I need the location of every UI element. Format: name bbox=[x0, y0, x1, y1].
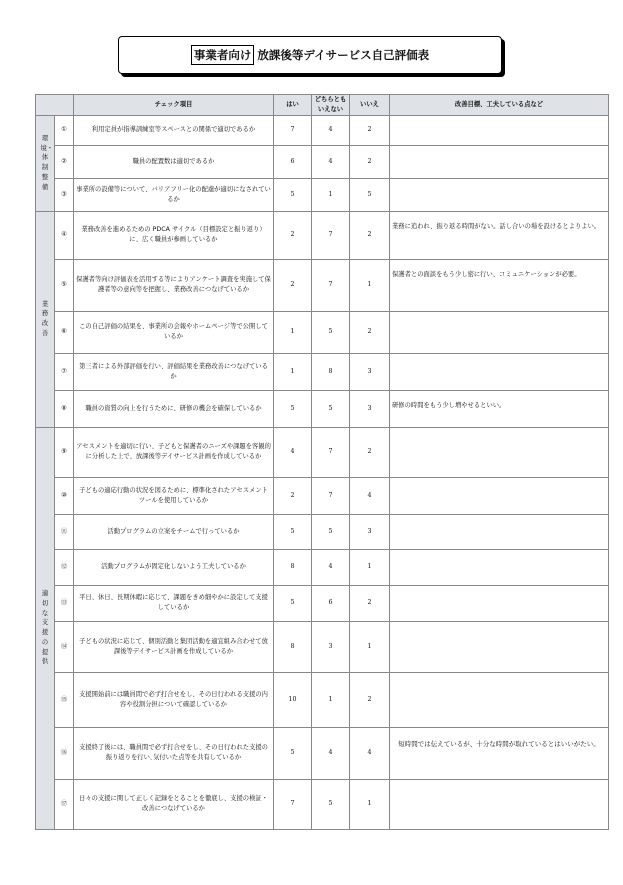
row-no: 1 bbox=[350, 621, 390, 672]
row-num: ⑦ bbox=[55, 353, 74, 390]
row-yes: 4 bbox=[274, 427, 312, 477]
row-num: ⑭ bbox=[55, 621, 74, 672]
row-no: 2 bbox=[350, 211, 390, 259]
row-neither: 6 bbox=[312, 585, 350, 621]
row-item: この自己評価の結果を、事業所の会報やホームページ等で公開しているか bbox=[74, 311, 274, 353]
table-row bbox=[36, 211, 609, 259]
row-note bbox=[390, 427, 609, 477]
row-neither: 1 bbox=[312, 178, 350, 211]
row-yes: 5 bbox=[274, 390, 312, 427]
row-num: ⑨ bbox=[55, 427, 74, 477]
table-row bbox=[36, 145, 609, 178]
row-item: 子どもの状況に応じて、個別活動と集団活動を適宜組み合わせて放課後等デイサービス計画を作成しているか bbox=[74, 621, 274, 672]
row-neither: 7 bbox=[312, 427, 350, 477]
row-note bbox=[390, 477, 609, 514]
table-row bbox=[36, 427, 609, 477]
row-item: 日々の支援に関して正しく記録をとることを徹底し、支援の検証・改善につなげているか bbox=[74, 779, 274, 829]
row-neither: 7 bbox=[312, 259, 350, 311]
header-notes: 改善目標、工夫している点など bbox=[390, 95, 609, 116]
row-yes: 8 bbox=[274, 621, 312, 672]
row-num: ⑤ bbox=[55, 259, 74, 311]
row-num: ⑪ bbox=[55, 514, 74, 549]
category-support: 適切な支援の提供 bbox=[36, 427, 55, 829]
row-note bbox=[390, 779, 609, 829]
table-row bbox=[36, 311, 609, 353]
row-item: 利用定員が指導訓練室等スペースとの関係で適切であるか bbox=[74, 115, 274, 145]
row-neither: 5 bbox=[312, 311, 350, 353]
row-note: 短時間では伝えているが、十分な時間が取れているとはいいがたい。 bbox=[390, 727, 609, 779]
row-note bbox=[390, 353, 609, 390]
row-yes: 5 bbox=[274, 514, 312, 549]
table-row bbox=[36, 353, 609, 390]
header-blank bbox=[36, 95, 74, 116]
table-row bbox=[36, 727, 609, 779]
table-row bbox=[36, 621, 609, 672]
row-note bbox=[390, 145, 609, 178]
header-yes: はい bbox=[274, 95, 312, 116]
row-item: 職員の配置数は適切であるか bbox=[74, 145, 274, 178]
row-neither: 5 bbox=[312, 390, 350, 427]
row-no: 2 bbox=[350, 585, 390, 621]
row-yes: 5 bbox=[274, 178, 312, 211]
row-item: 職員の資質の向上を行うために、研修の機会を確保しているか bbox=[74, 390, 274, 427]
row-no: 2 bbox=[350, 427, 390, 477]
evaluation-table bbox=[35, 94, 609, 830]
row-note: 研修の時間をもう少し増やせるといい。 bbox=[390, 390, 609, 427]
table-row bbox=[36, 514, 609, 549]
row-item: 事業所の設備等について、バリアフリー化の配慮が適切になされているか bbox=[74, 178, 274, 211]
row-yes: 2 bbox=[274, 477, 312, 514]
row-yes: 7 bbox=[274, 115, 312, 145]
row-item: 保護者等向け評価表を活用する等によりアンケート調査を実施して保護者等の意向等を把握し、業務改善につなげているか bbox=[74, 259, 274, 311]
category-env: 環境・体制整備 bbox=[36, 115, 55, 211]
row-num: ⑯ bbox=[55, 727, 74, 779]
title-prefix: 事業者向け bbox=[191, 45, 255, 65]
row-no: 4 bbox=[350, 477, 390, 514]
row-item: 活動プログラムの立案をチームで行っているか bbox=[74, 514, 274, 549]
table-row bbox=[36, 585, 609, 621]
row-no: 4 bbox=[350, 727, 390, 779]
table-row bbox=[36, 115, 609, 145]
document-title bbox=[118, 36, 502, 74]
row-item: 支援終了後には、職員間で必ず打合せをし、その日行われた支援の振り返りを行い､気付いた点等を共有しているか bbox=[74, 727, 274, 779]
row-num: ③ bbox=[55, 178, 74, 211]
row-num: ① bbox=[55, 115, 74, 145]
row-item: アセスメントを適切に行い、子どもと保護者のニーズや課題を客観的に分析した上で、放課後等デイサービス計画を作成しているか bbox=[74, 427, 274, 477]
row-note: 保護者との面談をもう少し密に行い、コミュニケーションが必要。 bbox=[390, 259, 609, 311]
row-no: 3 bbox=[350, 353, 390, 390]
header-row bbox=[36, 95, 609, 116]
table-row bbox=[36, 477, 609, 514]
row-yes: 5 bbox=[274, 727, 312, 779]
row-no: 2 bbox=[350, 311, 390, 353]
row-yes: 1 bbox=[274, 353, 312, 390]
row-note bbox=[390, 115, 609, 145]
row-note bbox=[390, 514, 609, 549]
row-num: ⑮ bbox=[55, 672, 74, 727]
row-item: 第三者による外部評価を行い、評価結果を業務改善につなげているか bbox=[74, 353, 274, 390]
row-no: 5 bbox=[350, 178, 390, 211]
row-num: ⑩ bbox=[55, 477, 74, 514]
table-row bbox=[36, 549, 609, 585]
table-row bbox=[36, 672, 609, 727]
row-num: ⑰ bbox=[55, 779, 74, 829]
category-biz: 業務改善 bbox=[36, 211, 55, 427]
row-neither: 3 bbox=[312, 621, 350, 672]
row-item: 平日、休日、長期休暇に応じて、課題をきめ細やかに設定して支援しているか bbox=[74, 585, 274, 621]
row-item: 活動プログラムが固定化しないよう工夫しているか bbox=[74, 549, 274, 585]
row-neither: 5 bbox=[312, 514, 350, 549]
table-row bbox=[36, 178, 609, 211]
row-note bbox=[390, 585, 609, 621]
row-neither: 5 bbox=[312, 779, 350, 829]
row-yes: 1 bbox=[274, 311, 312, 353]
row-note bbox=[390, 621, 609, 672]
row-neither: 4 bbox=[312, 549, 350, 585]
row-no: 1 bbox=[350, 549, 390, 585]
row-neither: 7 bbox=[312, 477, 350, 514]
row-note bbox=[390, 672, 609, 727]
row-item: 子どもの適応行動の状況を図るために、標準化されたアセスメントツールを使用しているか bbox=[74, 477, 274, 514]
row-yes: 10 bbox=[274, 672, 312, 727]
row-neither: 1 bbox=[312, 672, 350, 727]
row-no: 2 bbox=[350, 115, 390, 145]
row-yes: 2 bbox=[274, 211, 312, 259]
row-no: 2 bbox=[350, 672, 390, 727]
row-yes: 7 bbox=[274, 779, 312, 829]
title-main: 放課後等デイサービス自己評価表 bbox=[257, 48, 430, 62]
row-num: ② bbox=[55, 145, 74, 178]
row-num: ⑫ bbox=[55, 549, 74, 585]
row-no: 1 bbox=[350, 259, 390, 311]
row-item: 支援開始前には職員間で必ず打合せをし、その日行われる支援の内容や役割分担について確認しているか bbox=[74, 672, 274, 727]
row-yes: 5 bbox=[274, 585, 312, 621]
table-row bbox=[36, 390, 609, 427]
row-neither: 8 bbox=[312, 353, 350, 390]
table-row bbox=[36, 779, 609, 829]
row-neither: 4 bbox=[312, 145, 350, 178]
row-num: ⑬ bbox=[55, 585, 74, 621]
row-neither: 7 bbox=[312, 211, 350, 259]
row-yes: 2 bbox=[274, 259, 312, 311]
row-neither: 4 bbox=[312, 727, 350, 779]
row-num: ⑧ bbox=[55, 390, 74, 427]
table-row bbox=[36, 259, 609, 311]
row-num: ④ bbox=[55, 211, 74, 259]
header-no: いいえ bbox=[350, 95, 390, 116]
row-neither: 4 bbox=[312, 115, 350, 145]
row-no: 3 bbox=[350, 390, 390, 427]
header-neither: どちらとも いえない bbox=[312, 95, 350, 116]
row-note bbox=[390, 178, 609, 211]
row-yes: 8 bbox=[274, 549, 312, 585]
row-num: ⑥ bbox=[55, 311, 74, 353]
row-note bbox=[390, 549, 609, 585]
row-note: 業務に追われ、振り返る時間がない。話し合いの場を設けるとよりよい。 bbox=[390, 211, 609, 259]
row-no: 3 bbox=[350, 514, 390, 549]
row-no: 1 bbox=[350, 779, 390, 829]
row-no: 2 bbox=[350, 145, 390, 178]
row-note bbox=[390, 311, 609, 353]
header-check: チェック項目 bbox=[74, 95, 274, 116]
row-yes: 6 bbox=[274, 145, 312, 178]
row-item: 業務改善を進めるための PDCA サイクル（目標設定と振り返り）に、広く職員が参画しているか bbox=[74, 211, 274, 259]
